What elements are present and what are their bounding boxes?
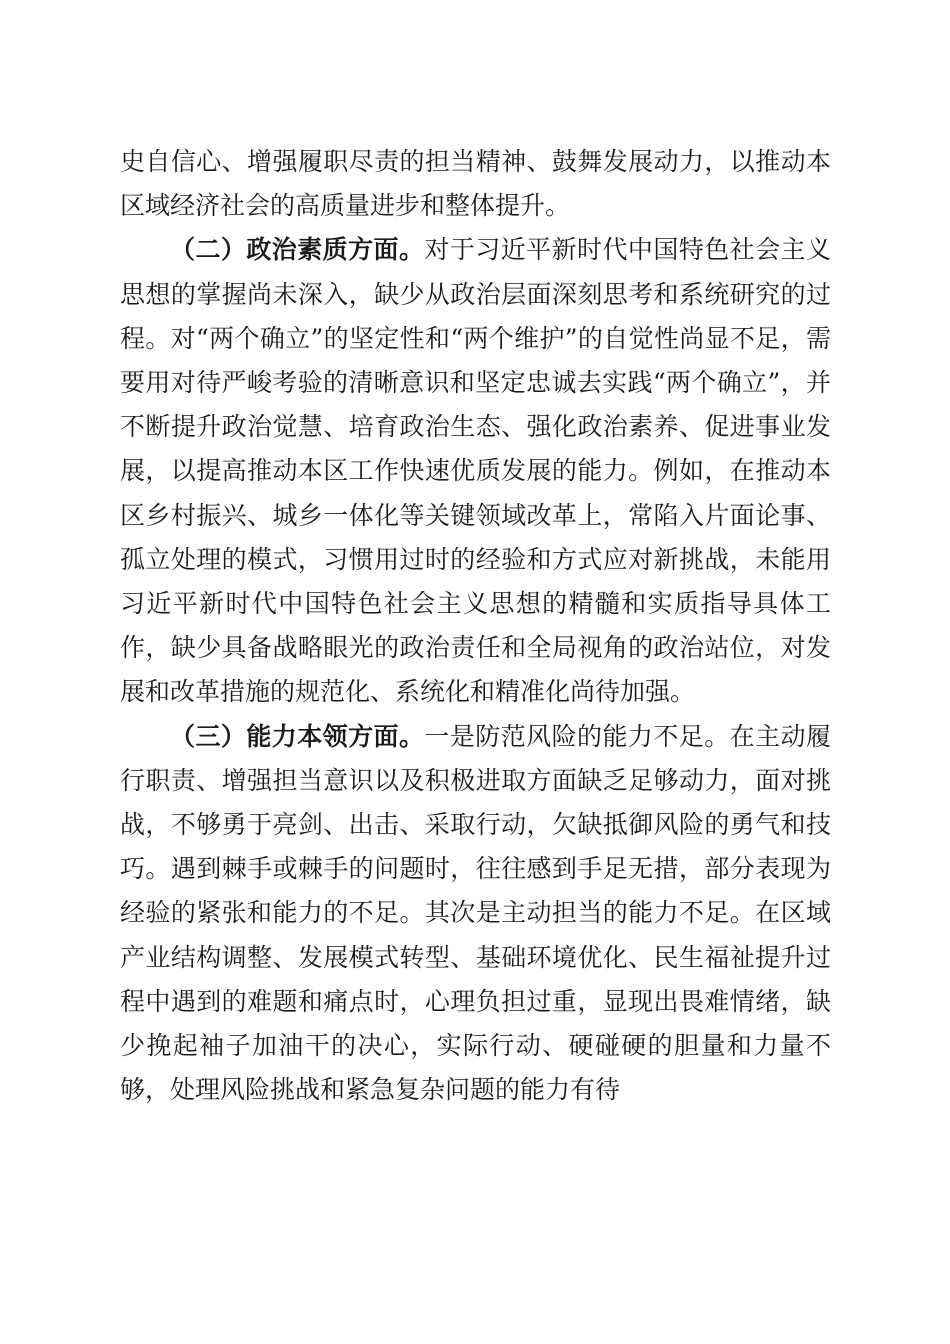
- paragraph-text: 一是防范风险的能力不足。在主动履行职责、增强担当意识以及积极进取方面缺乏足够动力，面对挑战，不够勇于亮剑、出击、采取行动，欠缺抵御风险的勇气和技巧。遇到棘手或棘手的问题时，往往感到手足无措，部分表现为经验的紧张和能力的不足。其次是主动担当的能力不足。在区域产业结构调整、发展模式转型、基础环境优化、民生福祉提升过程中遇到的难题和痛点时，心理负担过重，显现出畏难情绪，缺少挽起袖子加油干的决心，实际行动、硬碰硬的胆量和力量不够，处理风险挑战和紧急复杂问题的能力有待: [120, 721, 831, 1105]
- section-heading-political-quality: （二）政治素质方面。: [170, 235, 425, 265]
- section-heading-ability: （三）能力本领方面。: [170, 721, 425, 751]
- paragraph-text: 对于习近平新时代中国特色社会主义思想的掌握尚未深入，缺少从政治层面深刻思考和系统研究的过程。对“两个确立”的坚定性和“两个维护”的自觉性尚显不足，需要用对待严峻考验的清晰意识和坚定忠诚去实践“两个确立”，并不断提升政治觉慧、培育政治生态、强化政治素养、促进事业发展，以提高推动本区工作快速优质发展的能力。例如，在推动本区乡村振兴、城乡一体化等关键领域改革上，常陷入片面论事、孤立处理的模式，习惯用过时的经验和方式应对新挑战，未能用习近平新时代中国特色社会主义思想的精髓和实质指导具体工作，缺少具备战略眼光的政治责任和全局视角的政治站位，对发展和改革措施的规范化、系统化和精准化尚待加强。: [120, 235, 831, 707]
- paragraph-continuation: [120, 140, 831, 228]
- paragraph-political-quality: [120, 228, 831, 714]
- document-body: [120, 140, 831, 1112]
- paragraph-text: 史自信心、增强履职尽责的担当精神、鼓舞发展动力，以推动本区域经济社会的高质量进步和整体提升。: [120, 147, 831, 221]
- paragraph-ability: [120, 715, 831, 1113]
